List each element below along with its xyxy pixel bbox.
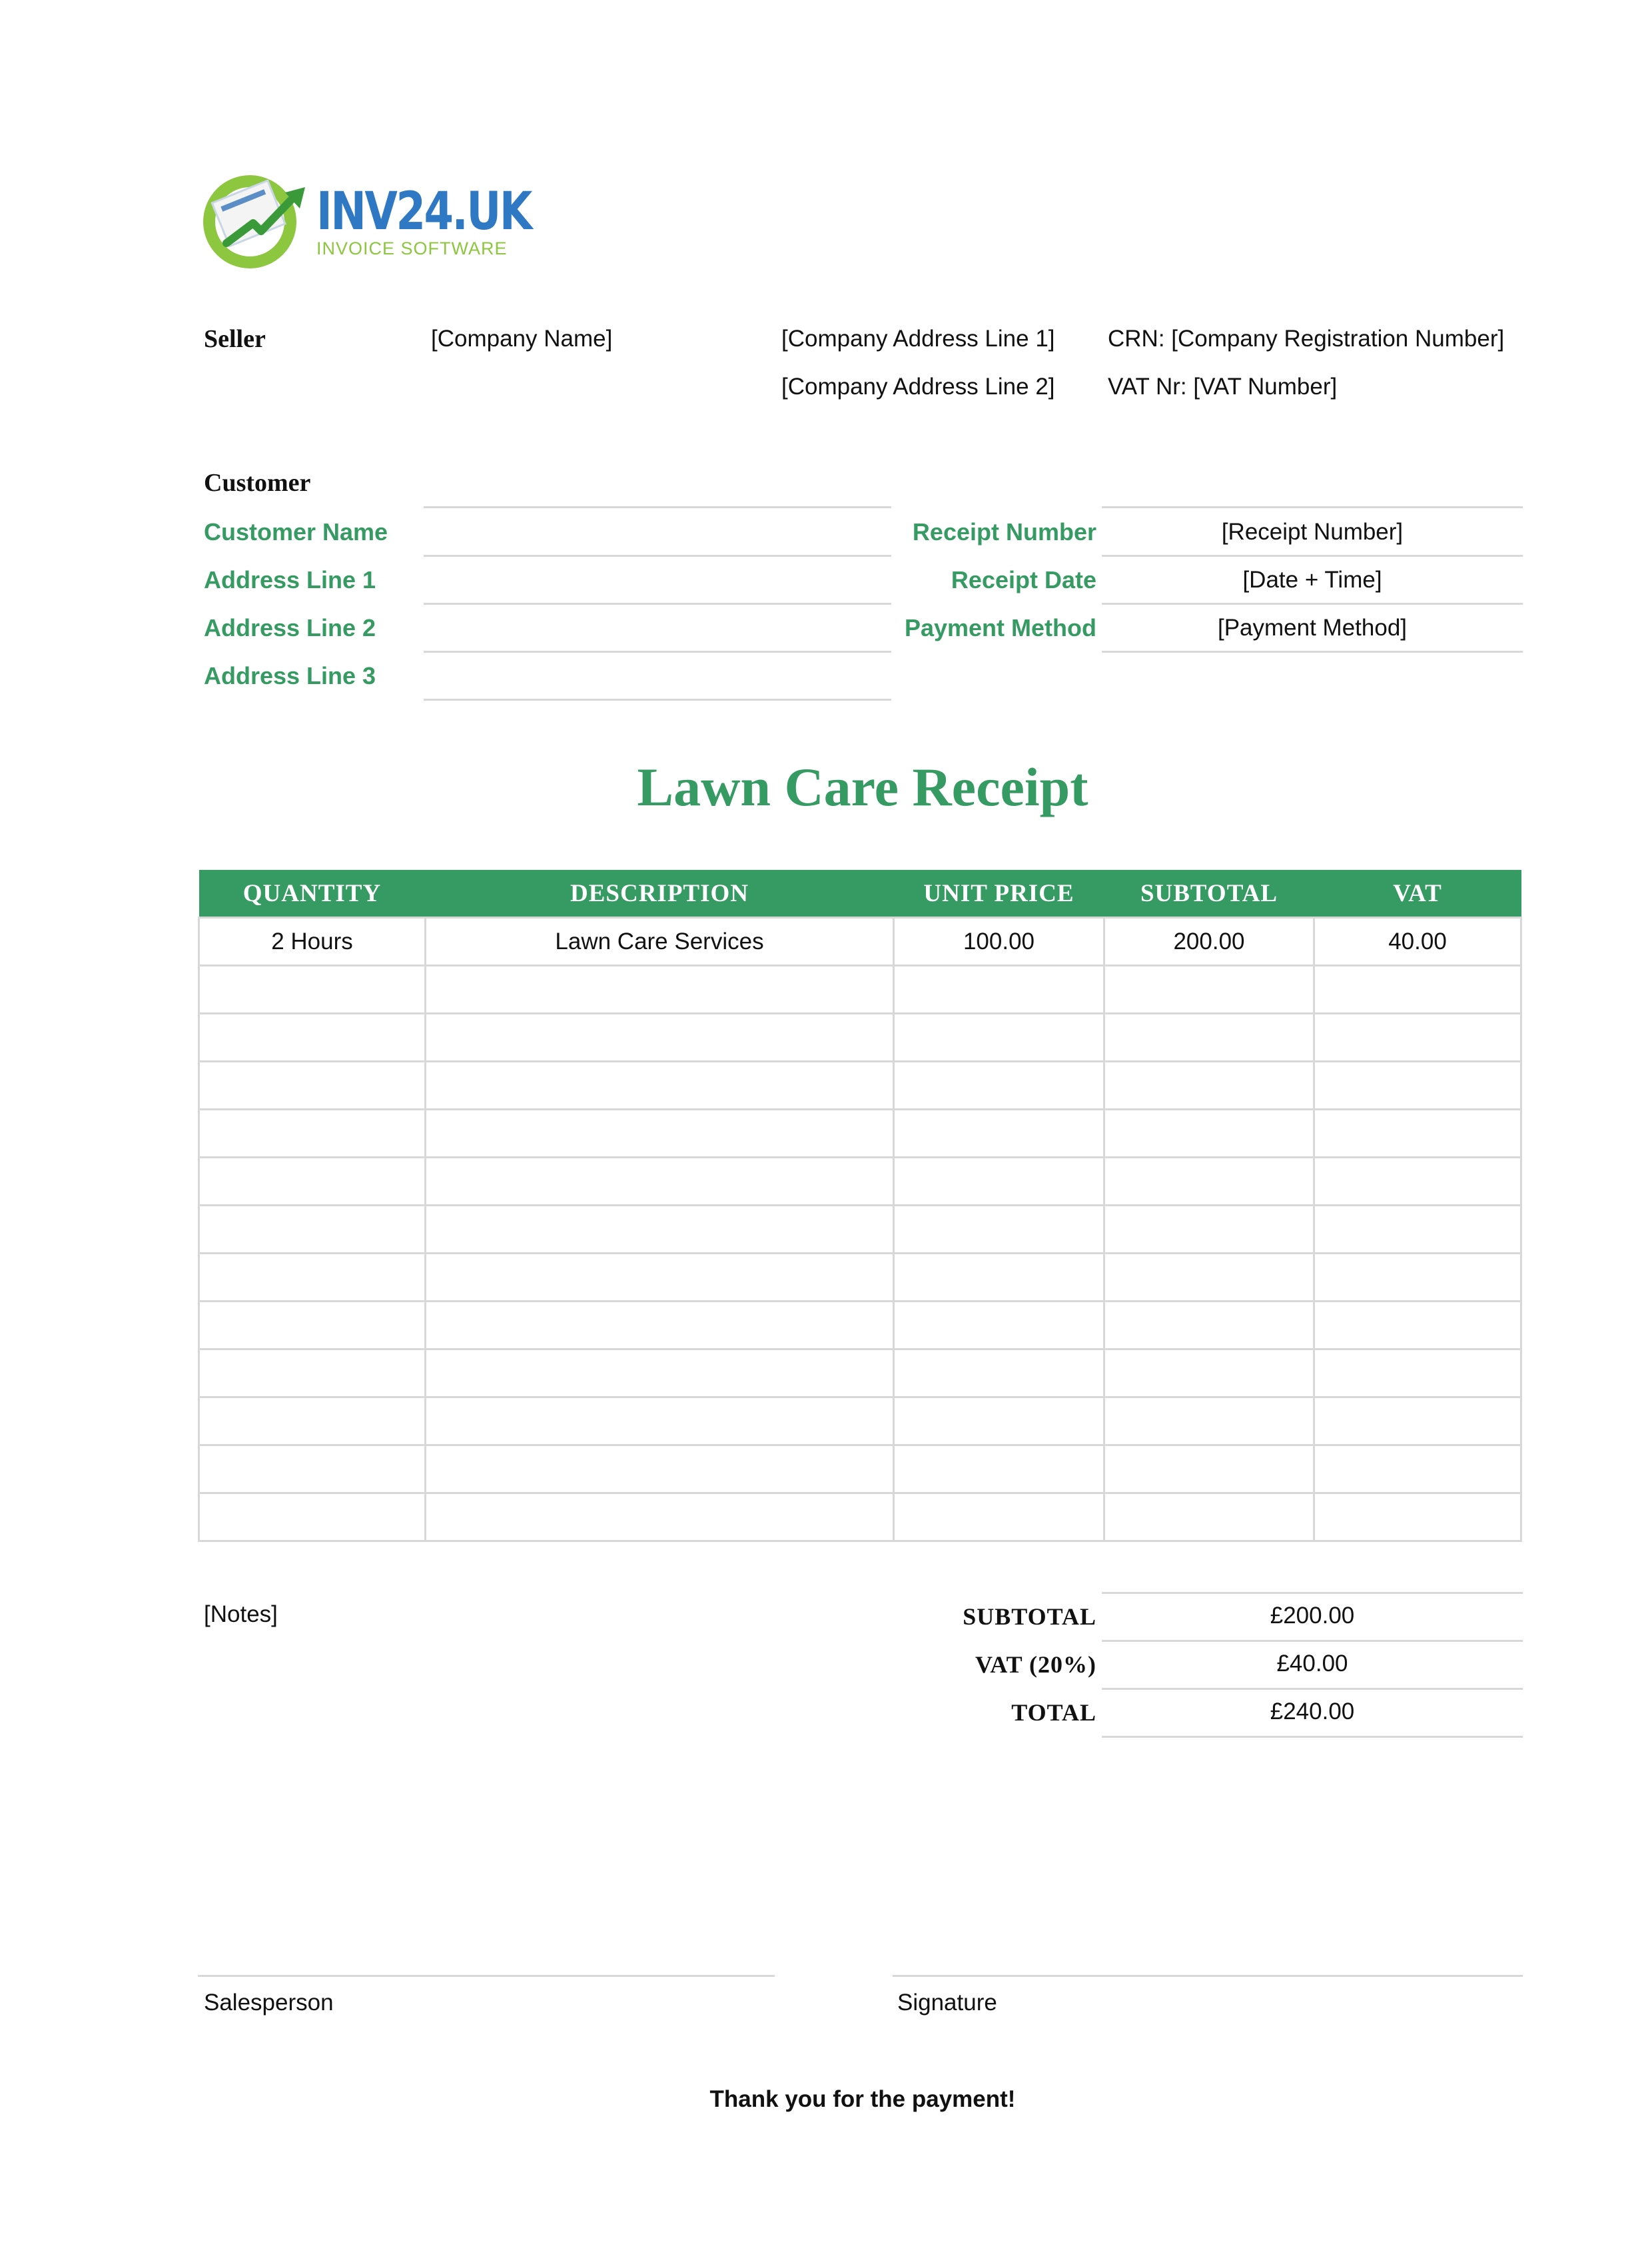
cell-description bbox=[426, 1110, 894, 1158]
cell-unit-price bbox=[894, 1062, 1104, 1110]
receipt-number-value: [Receipt Number] bbox=[1221, 519, 1404, 545]
signature-label: Signature bbox=[897, 1990, 997, 2016]
cell-vat bbox=[1314, 1254, 1521, 1302]
thank-you-message: Thank you for the payment! bbox=[709, 2086, 1016, 2112]
cell-vat bbox=[1314, 1445, 1521, 1493]
cell-quantity bbox=[199, 1014, 426, 1062]
cell-subtotal bbox=[1104, 1302, 1314, 1349]
logo-chart-icon bbox=[200, 170, 313, 270]
header-description: DESCRIPTION bbox=[426, 870, 894, 918]
cell-vat bbox=[1314, 1062, 1521, 1110]
cell-quantity bbox=[199, 1206, 426, 1254]
cell-subtotal bbox=[1104, 1349, 1314, 1397]
vat-total-label: VAT (20%) bbox=[975, 1651, 1096, 1678]
cell-subtotal bbox=[1104, 966, 1314, 1014]
customer-rule bbox=[424, 506, 891, 508]
cell-quantity bbox=[199, 1062, 426, 1110]
seller-crn: CRN: [Company Registration Number] bbox=[1108, 326, 1505, 352]
payment-method-label: Payment Method bbox=[904, 614, 1096, 641]
cell-quantity bbox=[199, 1110, 426, 1158]
cell-description bbox=[426, 1206, 894, 1254]
totals-rule bbox=[1102, 1640, 1523, 1642]
cell-quantity bbox=[199, 1445, 426, 1493]
cell-vat bbox=[1314, 1158, 1521, 1206]
table-body bbox=[199, 918, 1521, 1541]
cell-vat bbox=[1314, 1206, 1521, 1254]
cell-description bbox=[426, 1493, 894, 1541]
table-row bbox=[199, 966, 1521, 1014]
table-row bbox=[199, 1206, 1521, 1254]
seller-label: Seller bbox=[204, 325, 266, 353]
document-title: Lawn Care Receipt bbox=[637, 757, 1088, 817]
cell-unit-price bbox=[894, 966, 1104, 1014]
logo-tagline: INVOICE SOFTWARE bbox=[316, 238, 508, 258]
table-row bbox=[199, 1110, 1521, 1158]
cell-subtotal bbox=[1104, 1062, 1314, 1110]
cell-unit-price bbox=[894, 1349, 1104, 1397]
signature-line bbox=[893, 1975, 1523, 1977]
cell-subtotal bbox=[1104, 1014, 1314, 1062]
table-row bbox=[199, 1062, 1521, 1110]
receipt-date-value: [Date + Time] bbox=[1242, 567, 1382, 593]
cell-unit-price bbox=[894, 1445, 1104, 1493]
cell-vat bbox=[1314, 1110, 1521, 1158]
header-vat: VAT bbox=[1314, 870, 1521, 918]
customer-rule bbox=[424, 651, 891, 653]
cell-quantity bbox=[199, 1493, 426, 1541]
totals-rule bbox=[1102, 1592, 1523, 1594]
header-unit-price: UNIT PRICE bbox=[894, 870, 1104, 918]
table-row bbox=[199, 1254, 1521, 1302]
totals-rule bbox=[1102, 1688, 1523, 1690]
header-quantity: QUANTITY bbox=[199, 870, 426, 918]
vat-total-value: £40.00 bbox=[1276, 1651, 1348, 1677]
customer-label: Customer bbox=[204, 469, 311, 497]
seller-address-line1: [Company Address Line 1] bbox=[781, 326, 1055, 352]
cell-description: Lawn Care Services bbox=[426, 918, 894, 966]
cell-unit-price bbox=[894, 1014, 1104, 1062]
cell-quantity bbox=[199, 1349, 426, 1397]
header-subtotal: SUBTOTAL bbox=[1104, 870, 1314, 918]
cell-quantity bbox=[199, 966, 426, 1014]
table-row bbox=[199, 1397, 1521, 1445]
cell-vat bbox=[1314, 1493, 1521, 1541]
cell-subtotal bbox=[1104, 1445, 1314, 1493]
customer-rule bbox=[424, 555, 891, 557]
cell-vat bbox=[1314, 1397, 1521, 1445]
cell-quantity bbox=[199, 1397, 426, 1445]
cell-description bbox=[426, 1445, 894, 1493]
cell-description bbox=[426, 1397, 894, 1445]
cell-unit-price bbox=[894, 1302, 1104, 1349]
subtotal-value: £200.00 bbox=[1270, 1603, 1355, 1629]
cell-description bbox=[426, 966, 894, 1014]
cell-vat: 40.00 bbox=[1314, 918, 1521, 966]
cell-quantity bbox=[199, 1254, 426, 1302]
cell-unit-price bbox=[894, 1254, 1104, 1302]
totals-rule bbox=[1102, 1736, 1523, 1738]
cell-vat bbox=[1314, 1349, 1521, 1397]
customer-rule bbox=[424, 699, 891, 701]
cell-subtotal bbox=[1104, 1206, 1314, 1254]
receipt-date-label: Receipt Date bbox=[951, 566, 1096, 593]
grand-total-value: £240.00 bbox=[1270, 1698, 1355, 1724]
notes: [Notes] bbox=[204, 1601, 278, 1627]
seller-vat-number: VAT Nr: [VAT Number] bbox=[1108, 374, 1338, 400]
cell-quantity bbox=[199, 1302, 426, 1349]
seller-address-line2: [Company Address Line 2] bbox=[781, 374, 1055, 400]
table-row bbox=[199, 1493, 1521, 1541]
cell-description bbox=[426, 1302, 894, 1349]
cell-vat bbox=[1314, 1302, 1521, 1349]
grand-total-label: TOTAL bbox=[1011, 1699, 1096, 1726]
customer-address1-label: Address Line 1 bbox=[204, 566, 376, 593]
logo-brand-text: INV24.UK bbox=[316, 182, 531, 242]
cell-subtotal bbox=[1104, 1397, 1314, 1445]
cell-subtotal: 200.00 bbox=[1104, 918, 1314, 966]
customer-address3-label: Address Line 3 bbox=[204, 662, 376, 689]
customer-name-label: Customer Name bbox=[204, 518, 388, 546]
table-row bbox=[199, 1445, 1521, 1493]
cell-unit-price: 100.00 bbox=[894, 918, 1104, 966]
cell-subtotal bbox=[1104, 1254, 1314, 1302]
table-row bbox=[199, 1302, 1521, 1349]
table-row bbox=[199, 918, 1521, 966]
receipt-rule bbox=[1102, 555, 1523, 557]
payment-method-value: [Payment Method] bbox=[1217, 615, 1408, 641]
salesperson-label: Salesperson bbox=[204, 1990, 334, 2016]
cell-description bbox=[426, 1062, 894, 1110]
cell-unit-price bbox=[894, 1397, 1104, 1445]
cell-unit-price bbox=[894, 1206, 1104, 1254]
customer-rule bbox=[424, 603, 891, 605]
cell-description bbox=[426, 1158, 894, 1206]
table-row bbox=[199, 1158, 1521, 1206]
cell-description bbox=[426, 1349, 894, 1397]
table-row bbox=[199, 1014, 1521, 1062]
customer-address2-label: Address Line 2 bbox=[204, 614, 376, 641]
cell-quantity: 2 Hours bbox=[199, 918, 426, 966]
line-items-table bbox=[198, 870, 1522, 1542]
receipt-number-label: Receipt Number bbox=[912, 518, 1096, 546]
cell-subtotal bbox=[1104, 1110, 1314, 1158]
cell-quantity bbox=[199, 1158, 426, 1206]
cell-subtotal bbox=[1104, 1158, 1314, 1206]
cell-unit-price bbox=[894, 1493, 1104, 1541]
cell-subtotal bbox=[1104, 1493, 1314, 1541]
table-row bbox=[199, 1349, 1521, 1397]
salesperson-line bbox=[198, 1975, 775, 1977]
receipt-rule bbox=[1102, 603, 1523, 605]
cell-unit-price bbox=[894, 1158, 1104, 1206]
cell-vat bbox=[1314, 966, 1521, 1014]
company-logo bbox=[200, 170, 531, 270]
cell-description bbox=[426, 1254, 894, 1302]
subtotal-label: SUBTOTAL bbox=[963, 1603, 1096, 1630]
seller-company-name: [Company Name] bbox=[431, 326, 613, 352]
receipt-rule bbox=[1102, 651, 1523, 653]
cell-unit-price bbox=[894, 1110, 1104, 1158]
cell-vat bbox=[1314, 1014, 1521, 1062]
receipt-rule bbox=[1102, 506, 1523, 508]
cell-description bbox=[426, 1014, 894, 1062]
table-header-row bbox=[199, 870, 1521, 918]
